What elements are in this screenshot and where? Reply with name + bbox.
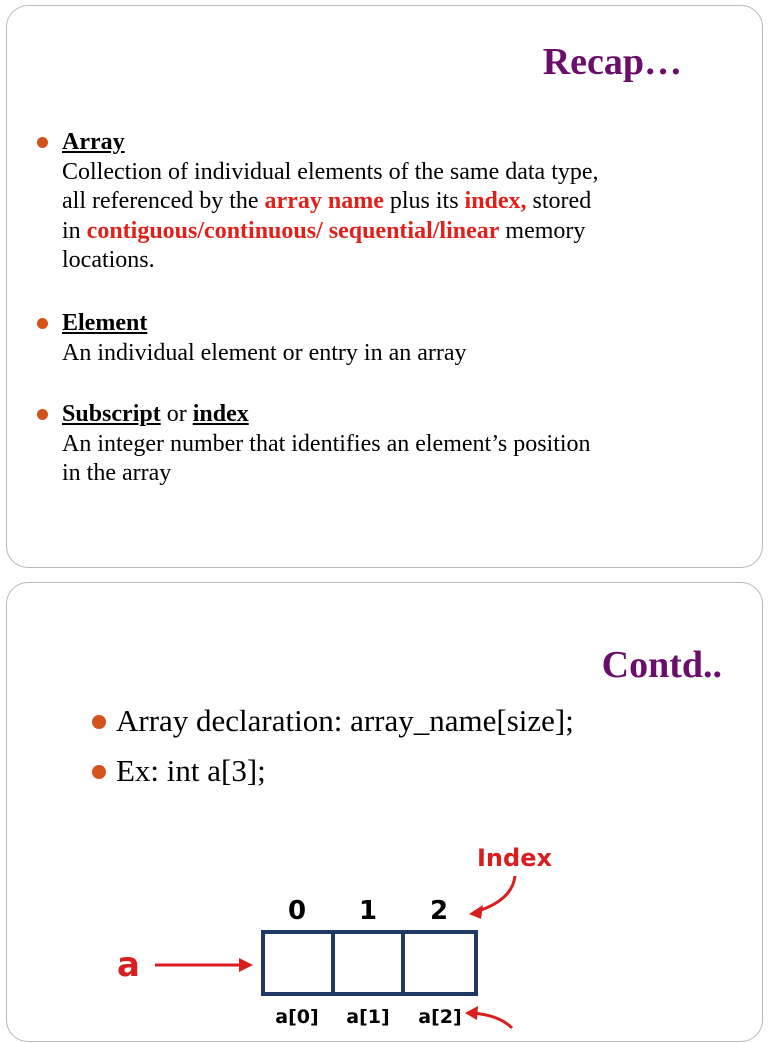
highlight-index: index, <box>464 188 527 214</box>
array-def-line3: in contiguous/continuous/ sequential/linear memory <box>62 217 586 244</box>
element-label-0: a[0] <box>275 1006 319 1028</box>
bullet-declaration: Array declaration: array_name[size]; <box>92 703 574 739</box>
array-cell-1 <box>333 932 403 994</box>
term-index: index <box>192 401 249 427</box>
bullet-element <box>37 309 737 368</box>
array-name-arrowhead <box>239 958 253 972</box>
term-array: Array <box>62 129 125 155</box>
term-element: Element <box>62 310 148 336</box>
array-cell-0 <box>263 932 333 994</box>
bullet-example: Ex: int a[3]; <box>92 753 266 789</box>
index-1: 1 <box>358 896 378 926</box>
element-label-1: a[1] <box>346 1006 390 1028</box>
index-0: 0 <box>287 896 307 926</box>
array-def-line4: locations. <box>62 247 155 273</box>
array-diagram <box>7 583 764 1043</box>
highlight-contiguous: contiguous/continuous/ sequential/linear <box>86 217 500 244</box>
array-cell-2 <box>403 932 476 994</box>
element-label-2: a[2] <box>418 1006 462 1028</box>
subscript-def-line2: in the array <box>62 460 172 486</box>
array-def-line1: Collection of individual elements of the same data type, <box>62 158 599 185</box>
bullet-dot <box>37 137 48 148</box>
term-subscript: Subscript <box>62 401 161 427</box>
array-def-line2: all referenced by the array name plus its index, stored <box>62 188 592 214</box>
bullet-dot <box>37 409 48 420</box>
index-label: Index <box>477 844 552 872</box>
subscript-def-line1: An integer number that identifies an element’s position <box>62 430 591 457</box>
element-arrowhead <box>465 1006 478 1020</box>
element-def: An individual element or entry in an array <box>62 339 467 366</box>
slide-recap <box>6 5 763 568</box>
bullet-subscript: Subscript or index An integer number that identifies an element’s position in the array <box>37 400 737 489</box>
index-arrowhead <box>469 905 483 919</box>
index-2: 2 <box>429 896 449 926</box>
slide-title: Recap… <box>542 41 682 83</box>
bullet-dot <box>37 318 48 329</box>
array-name-label: a <box>117 945 140 985</box>
bullet-array <box>37 128 737 276</box>
slide-contd <box>6 582 763 1042</box>
element-arrow <box>472 1013 512 1028</box>
slide-title: Contd.. <box>601 644 722 686</box>
highlight-array-name: array name <box>264 188 384 214</box>
